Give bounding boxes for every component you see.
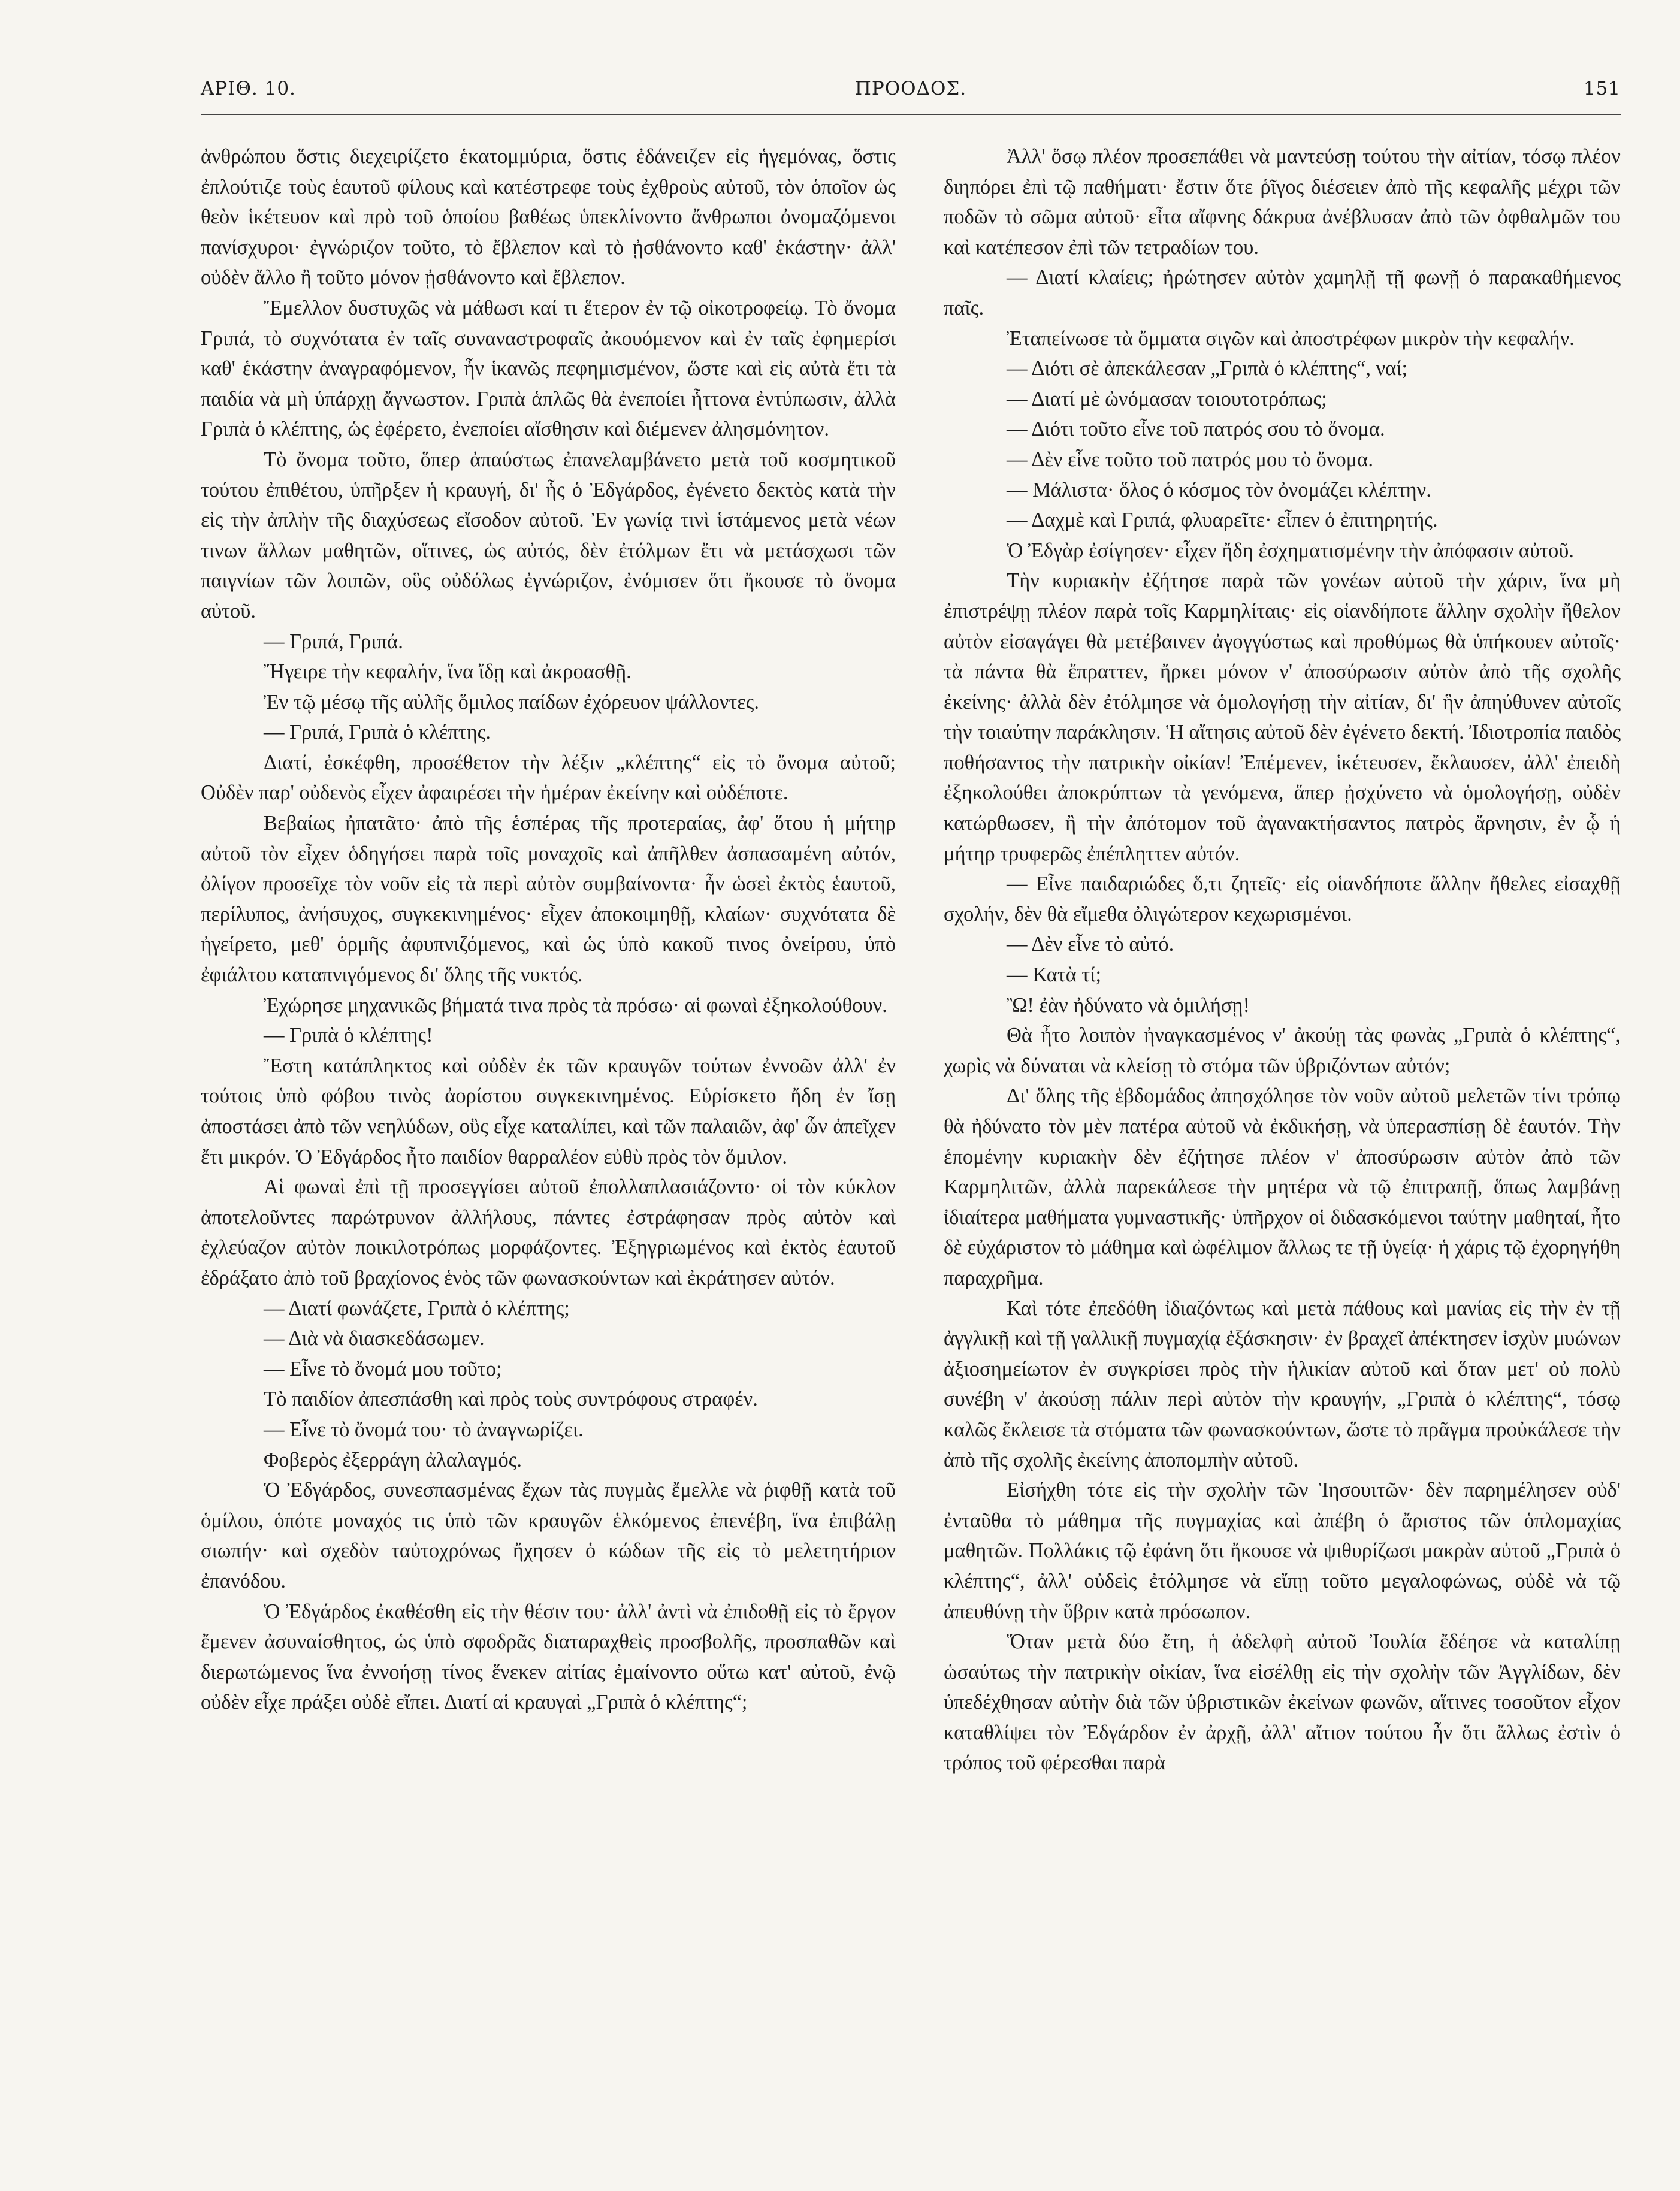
- dialogue-line: — Εἶνε τὸ ὄνομά του· τὸ ἀναγνωρίζει.: [264, 1418, 584, 1441]
- dialogue-line: — Εἶνε παιδαριώδες ὅ,τι ζητεῖς· εἰς οἱανδήποτε ἄλλην ἤθελες εἰσαχθῇ σχολήν, δὲν θὰ εἴμεθα ὀλιγώτερον κεχωρισμένοι.: [944, 872, 1621, 926]
- paragraph: Ὅταν μετὰ δύο ἔτη, ἡ ἀδελφὴ αὐτοῦ Ἰουλία ἔδέησε νὰ καταλίπῃ ὡσαύτως τὴν πατρικὴν οἰκίαν, ἵνα εἰσέλθῃ εἰς τὴν σχολὴν τῶν Ἀγγλίδων, δὲν ὑπεδέχθησαν αὐτὴν διὰ τῶν ὑβριστικῶν ἐκείνων φωνῶν, αἵτινες τοσοῦτον εἶχον καταθλίψει τὸν Ἐδγάρδον ἐν ἀρχῇ, ἀλλ' αἴτιον τούτου ἦν ὅτι ἄλλως ἐστὶν ὁ τρόπος τοῦ φέρεσθαι παρὰ: [944, 1630, 1621, 1775]
- dialogue-line: — Διατί φωνάζετε, Γριπὰ ὁ κλέπτης;: [264, 1297, 570, 1320]
- dialogue-line: — Διατί μὲ ὠνόμασαν τοιουτοτρόπως;: [1007, 387, 1327, 410]
- paragraph: Ἐχώρησε μηχανικῶς βήματά τινα πρὸς τὰ πρόσω· αἱ φωναὶ ἐξηκολούθουν.: [264, 993, 887, 1017]
- paragraph: Ὁ Ἐδγὰρ ἐσίγησεν· εἶχεν ἤδη ἐσχηματισμένην τὴν ἀπόφασιν αὐτοῦ.: [1007, 539, 1574, 562]
- paragraph: Φοβερὸς ἐξερράγη ἀλαλαγμός.: [264, 1448, 522, 1471]
- dialogue-line: — Διότι τοῦτο εἶνε τοῦ πατρός σου τὸ ὄνομα.: [1007, 418, 1385, 441]
- dialogue-line: — Εἶνε τὸ ὄνομά μου τοῦτο;: [264, 1357, 502, 1380]
- paragraph: Ἤγειρε τὴν κεφαλήν, ἵνα ἴδῃ καὶ ἀκροασθῇ.: [264, 660, 631, 684]
- header-rule: [201, 114, 1621, 115]
- paragraph: Εἰσήχθη τότε εἰς τὴν σχολὴν τῶν Ἰησουιτῶν· δὲν παρημέλησεν οὐδ' ἐνταῦθα τὸ μάθημα τῆς πυγμαχίας καὶ ἀπέβη ὁ ἄριστος τῶν ὁπλομαχίας μαθητῶν. Πολλάκις τῷ ἐφάνη ὅτι ἤκουσε νὰ ψιθυρίζωσι μακρὰν αὐτοῦ „Γριπὰ ὁ κλέπτης“, ἀλλ' οὐδεὶς ἐτόλμησε νὰ εἴπῃ τοῦτο μεγαλοφώνως, οὐδὲ νὰ τῷ ἀπευθύνῃ τὴν ὕβριν κατὰ πρόσωπον.: [944, 1479, 1621, 1623]
- paragraph: Θὰ ἦτο λοιπὸν ἠναγκασμένος ν' ἀκούῃ τὰς φωνὰς „Γριπὰ ὁ κλέπτης“, χωρὶς νὰ δύναται νὰ κλείσῃ τὸ στόμα τῶν ὑβριζόντων αὐτόν;: [944, 1024, 1621, 1077]
- right-column: [944, 141, 1621, 1778]
- paragraph: Βεβαίως ἠπατᾶτο· ἀπὸ τῆς ἑσπέρας τῆς προτεραίας, ἀφ' ὅτου ἡ μήτηρ αὐτοῦ τὸν εἶχεν ὁδηγήσει παρὰ τοῖς μοναχοῖς καὶ ἀπῆλθεν ἀσπασαμένη αὐτόν, ὀλίγον προσεῖχε τὸν νοῦν εἰς τὰ περὶ αὐτὸν συμβαίνοντα· ἦν ὡσεὶ ἐκτὸς ἑαυτοῦ, περίλυπος, ἀνήσυχος, συγκεκινημένος· εἶχεν ἀποκοιμηθῇ, κλαίων· συχνότατα δὲ ἠγείρετο, μεθ' ὁρμῆς ἀφυπνιζόμενος, καὶ ὡς ὑπὸ κακοῦ τινος ὀνείρου, ὑπὸ ἐφιάλτου καταπνιγόμενος δι' ὅλης τῆς νυκτός.: [201, 812, 896, 987]
- dialogue-line: — Διότι σὲ ἀπεκάλεσαν „Γριπὰ ὁ κλέπτης“, ναί;: [1007, 357, 1408, 380]
- paragraph: Τὸ παιδίον ἀπεσπάσθη καὶ πρὸς τοὺς συντρόφους στραφέν.: [264, 1388, 758, 1411]
- paragraph: Καὶ τότε ἐπεδόθη ἰδιαζόντως καὶ μετὰ πάθους καὶ μανίας εἰς τὴν ἐν τῇ ἀγγλικῇ καὶ τῇ γαλλικῇ πυγμαχίᾳ ἐξάσκησιν· ἐν βραχεῖ ἀπέκτησεν ἰσχὺν μυώνων ἀξιοσημείωτον ἐν συγκρίσει πρὸς τὴν ἡλικίαν αὐτοῦ καὶ ὅταν μετ' οὐ πολὺ συνέβη ν' ἀκούσῃ πάλιν περὶ αὐτὸν τὴν κραυγήν, „Γριπὰ ὁ κλέπτης“, τόσῳ καλῶς ἔκλεισε τὰ στόματα τῶν φωνασκούντων, ὥστε τὸ πρᾶγμα προὐκάλεσε τὴν ἀπὸ τῆς σχολῆς ἐκείνης ἀποπομπὴν αὐτοῦ.: [944, 1297, 1621, 1471]
- dialogue-line: — Γριπὰ ὁ κλέπτης!: [264, 1024, 433, 1047]
- paragraph: Αἱ φωναὶ ἐπὶ τῇ προσεγγίσει αὐτοῦ ἐπολλαπλασιάζοντο· οἱ τὸν κύκλον ἀποτελοῦντες παρώτρυνον ἀλλήλους, πάντες ἐστράφησαν πρὸς αὐτὸν καὶ ἐχλεύαζον αὐτὸν ποικιλοτρόπως μορφάζοντες. Ἐξηγριωμένος καὶ ἐκτὸς ἑαυτοῦ ἐδράξατο ἀπὸ τοῦ βραχίονος ἑνὸς τῶν φωνασκούντων καὶ ἐκράτησεν αὐτόν.: [201, 1175, 896, 1289]
- paragraph: Τὴν κυριακὴν ἐζήτησε παρὰ τῶν γονέων αὐτοῦ τὴν χάριν, ἵνα μὴ ἐπιστρέψῃ πλέον παρὰ τοῖς Καρμηλίταις· εἰς οἱανδήποτε ἄλλην σχολὴν ἤθελον αὐτὸν εἰσαγάγει θὰ μετέβαινεν ἀγογγύστως καὶ προθύμως θὰ ὑπήκουεν αὐτοῖς· τὰ πάντα θὰ ἔπραττεν, ἤρκει μόνον ν' ἀποσύρωσιν αὐτὸν ἀπὸ τῆς σχολῆς ἐκείνης· ἀλλὰ δὲν ἐτόλμησε νὰ ὁμολογήσῃ τὴν αἰτίαν, δι' ἣν ἀπηύθυνεν αὐτοῖς τὴν τοιαύτην παράκλησιν. Ἡ αἴτησις αὐτοῦ δὲν ἐγένετο δεκτή. Ἰδιοτροπία παιδὸς ποθήσαντος τὴν πατρικὴν οἰκίαν! Ἐπέμενεν, ἱκέτευσεν, ἔκλαυσεν, ἀλλ' ἐπειδὴ ἐξηκολούθει ἀποκρύπτων τὰ γενόμενα, ἅπερ ᾐσχύνετο νὰ ὁμολογήσῃ, οὐδὲν κατώρθωσεν, ἢ τὴν ἀπότομον τοῦ ἀγανακτήσαντος πατρὸς ἄρνησιν, ἐν ᾧ ἡ μήτηρ τρυφερῶς ἐπέπληττεν αὐτόν.: [944, 569, 1621, 865]
- paragraph: Ἀλλ' ὅσῳ πλέον προσεπάθει νὰ μαντεύσῃ τούτου τὴν αἰτίαν, τόσῳ πλέον διηπόρει ἐπὶ τῷ παθήματι· ἔστιν ὅτε ῥῖγος διέσειεν ἀπὸ τῆς κεφαλῆς μέχρι τῶν ποδῶν τὸ σῶμα αὐτοῦ· εἶτα αἴφνης δάκρυα ἀνέβλυσαν ἀπὸ τῶν ὀφθαλμῶν του καὶ κατέπεσον ἐπὶ τῶν τετραδίων του.: [944, 145, 1621, 259]
- dialogue-line: — Γριπά, Γριπὰ ὁ κλέπτης.: [264, 721, 491, 744]
- dialogue-line: — Δαχμὲ καὶ Γριπά, φλυαρεῖτε· εἶπεν ὁ ἐπιτηρητής.: [1007, 509, 1438, 532]
- paragraph: Διατί, ἐσκέφθη, προσέθετον τὴν λέξιν „κλέπτης“ εἰς τὸ ὄνομα αὐτοῦ; Οὐδὲν παρ' οὐδενὸς εἶχεν ἀφαιρέσει τὴν ἡμέραν ἐκείνην καὶ οὐδέποτε.: [201, 751, 896, 805]
- left-column: [201, 141, 896, 1718]
- paragraph: ἀνθρώπου ὅστις διεχειρίζετο ἑκατομμύρια, ὅστις ἐδάνειζεν εἰς ἡγεμόνας, ὅστις ἐπλούτιζε τοὺς ἑαυτοῦ φίλους καὶ κατέστρεφε τοὺς ἐχθροὺς αὐτοῦ, τὸν ὁποῖον ὡς θεὸν ἱκέτευον καὶ πρὸ τοῦ ὁποίου βαθέως ὑπεκλίνοντο ἄνθρωποι ὀνομαζόμενοι πανίσχυροι· ἐγνώριζον τοῦτο, τὸ ἔβλεπον καὶ τὸ ᾐσθάνοντο καθ' ἑκάστην· ἀλλ' οὐδὲν ἄλλο ἢ τοῦτο μόνον ᾐσθάνοντο καὶ ἔβλεπον.: [201, 145, 896, 289]
- paragraph: Τὸ ὄνομα τοῦτο, ὅπερ ἀπαύστως ἐπανελαμβάνετο μετὰ τοῦ κοσμητικοῦ τούτου ἐπιθέτου, ὑπῆρξεν ἡ κραυγή, δι' ἧς ὁ Ἐδγάρδος, ἐγένετο δεκτὸς κατὰ τὴν εἰς τὴν ἀπλὴν τῆς διαχύσεως εἴσοδον αὐτοῦ. Ἐν γωνίᾳ τινὶ ἱστάμενος μετὰ νέων τινων ἄλλων μαθητῶν, οἵτινες, ὡς αὐτός, δὲν ἐτόλμων ἔτι νὰ μετάσχωσι τῶν παιγνίων τῶν λοιπῶν, οὓς οὐδόλως ἐγνώριζον, ἐνόμισεν ὅτι ἤκουσε τὸ ὄνομα αὐτοῦ.: [201, 448, 896, 622]
- issue-number: ΑΡΙΘ. 10.: [201, 78, 296, 99]
- paragraph: Ἐταπείνωσε τὰ ὄμματα σιγῶν καὶ ἀποστρέφων μικρὸν τὴν κεφαλήν.: [1007, 327, 1575, 350]
- dialogue-line: — Διὰ νὰ διασκεδάσωμεν.: [264, 1327, 485, 1350]
- dialogue-line: — Κατὰ τί;: [1007, 963, 1102, 987]
- paragraph: Δι' ὅλης τῆς ἑβδομάδος ἀπησχόλησε τὸν νοῦν αὐτοῦ μελετῶν τίνι τρόπῳ θὰ ἠδύνατο τὸν μὲν πατέρα αὐτοῦ νὰ ἐκδικήσῃ, νὰ ὑπερασπίσῃ δὲ ἑαυτόν. Τὴν ἑπομένην κυριακὴν δὲν ἐζήτησε πλέον ν' ἀποσύρωσιν αὐτὸν ἀπὸ τῶν Καρμηλιτῶν, ἀλλὰ παρεκάλεσε τὴν μητέρα νὰ τῷ ἐπιτραπῇ, ὅπως λαμβάνῃ ἰδιαίτερα μαθήματα γυμναστικῆς· ὑπῆρχον οἱ διδασκόμενοι ταύτην μαθηταί, ἦτο δὲ εὐχάριστον τὸ μάθημα καὶ ὠφέλιμον ἄλλως τε τῇ ὑγείᾳ· ἡ χάρις τῷ ἐχορηγήθη παραχρῆμα.: [944, 1084, 1621, 1289]
- dialogue-line: — Μάλιστα· ὅλος ὁ κόσμος τὸν ὀνομάζει κλέπτην.: [1007, 478, 1431, 501]
- page-header: [201, 78, 1621, 114]
- dialogue-line: — Γριπά, Γριπά.: [264, 630, 403, 653]
- paragraph: Ἔμελλον δυστυχῶς νὰ μάθωσι καί τι ἕτερον ἐν τῷ οἰκοτροφείῳ. Τὸ ὄνομα Γριπά, τὸ συχνότατα ἐν ταῖς συναναστροφαῖς ἀκουόμενον καὶ ἐν ταῖς ἐφημερίσι καθ' ἑκάστην ἀναγραφόμενον, ἦν ἱκανῶς πεφημισμένον, ὥστε καὶ εἰς αὐτὰ ἔτι τὰ παιδία νὰ μὴ ὑπάρχῃ ἄγνωστον. Γριπὰ ἁπλῶς θὰ ἐνεποίει ἧττονα ἐντύπωσιν, ἀλλὰ Γριπὰ ὁ κλέπτης, ὡς ἐφέρετο, ἐνεποίει αἴσθησιν καὶ διέμενεν ἀλησμόνητον.: [201, 296, 896, 441]
- paragraph: Ὢ! ἐὰν ἠδύνατο νὰ ὁμιλήσῃ!: [1007, 993, 1250, 1017]
- publication-title: ΠΡΟΟΔΟΣ.: [854, 78, 967, 99]
- paragraph: Ὁ Ἐδγάρδος ἐκαθέσθη εἰς τὴν θέσιν του· ἀλλ' ἀντὶ νὰ ἐπιδοθῇ εἰς τὸ ἔργον ἔμενεν ἀσυναίσθητος, ὡς ὑπὸ σφοδρᾶς διαταραχθεὶς προσβολῆς, προσπαθῶν καὶ διερωτώμενος ἵνα ἐννοήσῃ τίνος ἕνεκεν αἰτίας ἐμαίνοντο οὕτω κατ' αὐτοῦ, ἐνῷ οὐδὲν εἶχε πράξει οὐδὲ εἴπει. Διατί αἱ κραυγαὶ „Γριπὰ ὁ κλέπτης“;: [201, 1600, 896, 1714]
- dialogue-line: — Δὲν εἶνε τοῦτο τοῦ πατρός μου τὸ ὄνομα.: [1007, 448, 1373, 471]
- paragraph: Ἔστη κατάπληκτος καὶ οὐδὲν ἐκ τῶν κραυγῶν τούτων ἐννοῶν ἀλλ' ἐν τούτοις ὑπὸ φόβου τινὸς ἀορίστου συγκεκινημένος. Εὑρίσκετο ἤδη ἐν ἴσῃ ἀποστάσει ἀπὸ τῶν νεηλύδων, οὓς εἶχε καταλίπει, καὶ τῶν παλαιῶν, ἀφ' ὧν ἀπεῖχεν ἔτι μικρόν. Ὁ Ἐδγάρδος ἦτο παιδίον θαρραλέον εὐθὺ πρὸς τὸν ὅμιλον.: [201, 1054, 896, 1168]
- dialogue-line: — Διατί κλαίεις; ἠρώτησεν αὐτὸν χαμηλῇ τῇ φωνῇ ὁ παρακαθήμενος παῖς.: [944, 266, 1621, 319]
- dialogue-line: — Δὲν εἶνε τὸ αὐτό.: [1007, 933, 1174, 956]
- page-number: 151: [1583, 78, 1621, 99]
- paragraph: Ἐν τῷ μέσῳ τῆς αὐλῆς ὅμιλος παίδων ἐχόρευον ψάλλοντες.: [264, 690, 759, 714]
- paragraph: Ὁ Ἐδγάρδος, συνεσπασμένας ἔχων τὰς πυγμὰς ἔμελλε νὰ ῥιφθῇ κατὰ τοῦ ὁμίλου, ὁπότε μοναχός τις ὑπὸ τῶν κραυγῶν ἑλκόμενος ἐπενέβη, ἵνα ἐπιβάλῃ σιωπήν· καὶ σχεδὸν ταὐτοχρόνως ἤχησεν ὁ κώδων τῆς εἰς τὸ μελετητήριον ἐπανόδου.: [201, 1479, 896, 1592]
